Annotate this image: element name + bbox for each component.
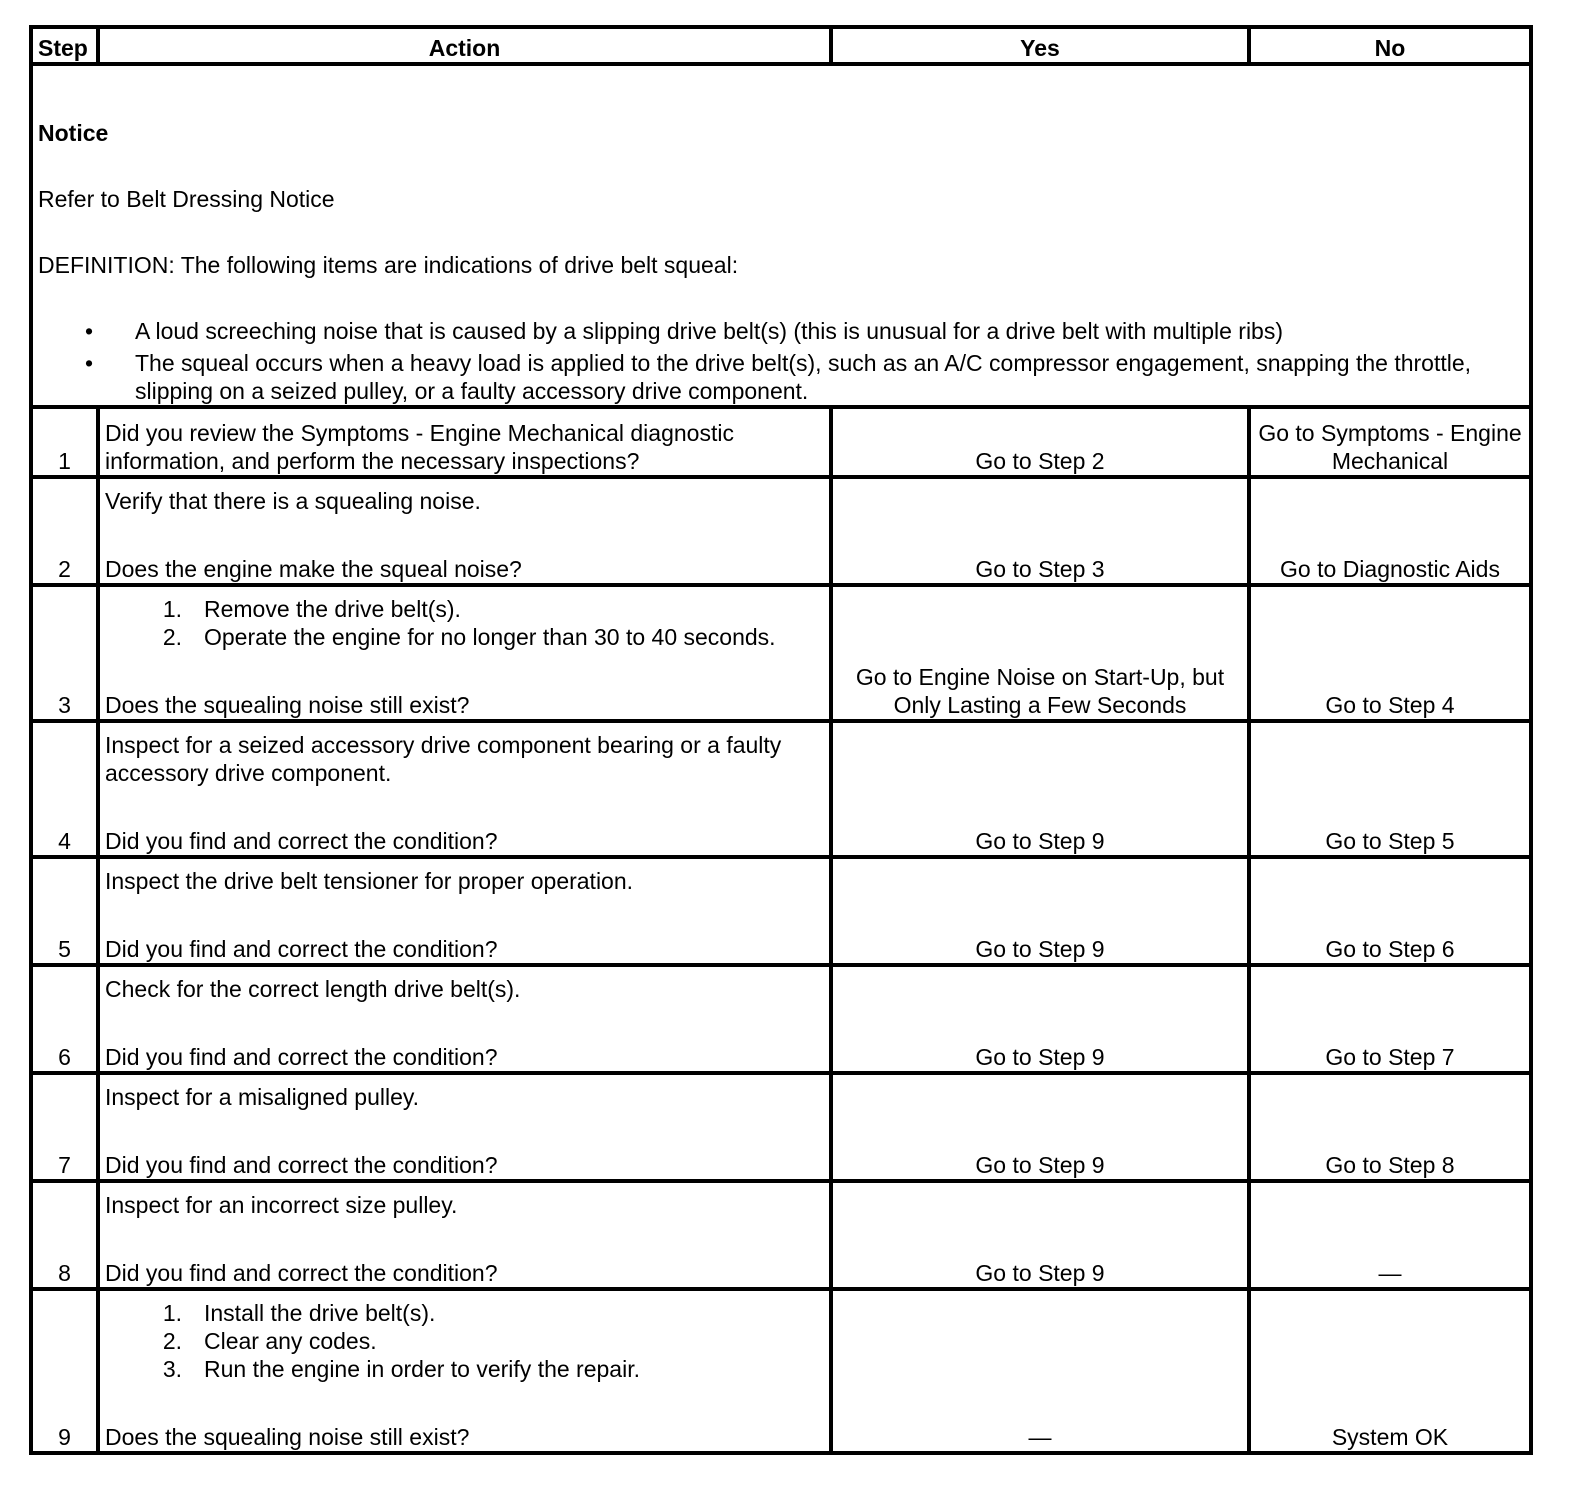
header-step: Step <box>31 27 98 64</box>
action-cell <box>98 477 831 585</box>
list-text: Run the engine in order to verify the repair. <box>204 1356 640 1382</box>
notice-bullet-list <box>38 317 1524 405</box>
header-row <box>31 27 1531 64</box>
action-question: Does the squealing noise still exist? <box>105 1424 470 1450</box>
action-cell <box>98 965 831 1073</box>
table-row <box>31 1289 1531 1453</box>
step-number: 6 <box>31 965 98 1073</box>
no-cell: Go to Step 8 <box>1249 1073 1531 1181</box>
table-row <box>31 477 1531 585</box>
list-item <box>105 1299 824 1327</box>
action-cell <box>98 407 831 477</box>
action-text: Verify that there is a squealing noise. <box>105 488 481 514</box>
list-number: 1. <box>162 596 182 622</box>
header-no: No <box>1249 27 1531 64</box>
no-cell: Go to Step 4 <box>1249 585 1531 721</box>
action-cell <box>98 585 831 721</box>
table-row <box>31 965 1531 1073</box>
no-cell: System OK <box>1249 1289 1531 1453</box>
action-cell <box>98 1073 831 1181</box>
list-number: 2. <box>162 624 182 650</box>
diagnostic-table <box>29 25 1533 1455</box>
action-question: Did you find and correct the condition? <box>105 1260 498 1286</box>
yes-cell: Go to Step 9 <box>831 1073 1249 1181</box>
notice-reference: Refer to Belt Dressing Notice <box>38 186 335 212</box>
list-text: Clear any codes. <box>204 1328 377 1354</box>
action-question: Did you find and correct the condition? <box>105 828 498 854</box>
list-text: Remove the drive belt(s). <box>204 596 461 622</box>
action-cell <box>98 721 831 857</box>
list-text: Operate the engine for no longer than 30 to 40 seconds. <box>204 624 776 650</box>
list-text: Install the drive belt(s). <box>204 1300 436 1326</box>
table-row <box>31 585 1531 721</box>
yes-cell: Go to Step 9 <box>831 721 1249 857</box>
no-cell: — <box>1249 1181 1531 1289</box>
table-row <box>31 1181 1531 1289</box>
notice-bullet: • The squeal occurs when a heavy load is applied to the drive belt(s), such as an A/C compressor engagement, snapping the throttle, slipping on a seized pulley, or a faulty accessory drive component. <box>135 349 1524 405</box>
diagnostic-table-wrapper <box>29 25 1533 1455</box>
notice-cell <box>31 64 1531 407</box>
list-item <box>105 1327 824 1355</box>
step-number: 4 <box>31 721 98 857</box>
yes-cell: Go to Engine Noise on Start-Up, but Only Lasting a Few Seconds <box>831 585 1249 721</box>
action-text: Inspect for a seized accessory drive component bearing or a faulty accessory drive component. <box>105 732 782 786</box>
list-number: 2. <box>162 1328 182 1354</box>
action-question: Did you find and correct the condition? <box>105 1152 498 1178</box>
no-cell: Go to Step 6 <box>1249 857 1531 965</box>
no-cell: Go to Step 7 <box>1249 965 1531 1073</box>
step-number: 9 <box>31 1289 98 1453</box>
notice-row <box>31 64 1531 407</box>
list-item <box>105 623 824 651</box>
action-step-list <box>105 1299 824 1383</box>
action-cell <box>98 857 831 965</box>
notice-title: Notice <box>38 120 109 146</box>
step-number: 1 <box>31 407 98 477</box>
step-number: 7 <box>31 1073 98 1181</box>
table-row <box>31 857 1531 965</box>
yes-cell: — <box>831 1289 1249 1453</box>
notice-definition: DEFINITION: The following items are indications of drive belt squeal: <box>38 252 739 278</box>
action-cell <box>98 1181 831 1289</box>
action-question: Did you find and correct the condition? <box>105 936 498 962</box>
notice-bullet: • A loud screeching noise that is caused by a slipping drive belt(s) (this is unusual for a drive belt with multiple ribs) <box>135 317 1524 345</box>
yes-cell: Go to Step 2 <box>831 407 1249 477</box>
list-item <box>105 1355 824 1383</box>
yes-cell: Go to Step 3 <box>831 477 1249 585</box>
list-number: 3. <box>162 1356 182 1382</box>
yes-cell: Go to Step 9 <box>831 857 1249 965</box>
action-cell <box>98 1289 831 1453</box>
action-text: Inspect for an incorrect size pulley. <box>105 1192 458 1218</box>
table-row <box>31 1073 1531 1181</box>
action-text: Inspect for a misaligned pulley. <box>105 1084 420 1110</box>
step-number: 5 <box>31 857 98 965</box>
header-action: Action <box>98 27 831 64</box>
action-question: Does the squealing noise still exist? <box>105 692 470 718</box>
no-cell: Go to Step 5 <box>1249 721 1531 857</box>
no-cell: Go to Symptoms - Engine Mechanical <box>1249 407 1531 477</box>
step-number: 2 <box>31 477 98 585</box>
action-text: Inspect the drive belt tensioner for proper operation. <box>105 868 634 894</box>
action-step-list <box>105 595 824 651</box>
table-row <box>31 721 1531 857</box>
list-item <box>105 595 824 623</box>
step-number: 8 <box>31 1181 98 1289</box>
action-text: Check for the correct length drive belt(s). <box>105 976 521 1002</box>
yes-cell: Go to Step 9 <box>831 1181 1249 1289</box>
list-number: 1. <box>162 1300 182 1326</box>
action-question: Does the engine make the squeal noise? <box>105 556 522 582</box>
action-text: Did you review the Symptoms - Engine Mechanical diagnostic information, and perform the necessary inspections? <box>105 420 734 474</box>
action-question: Did you find and correct the condition? <box>105 1044 498 1070</box>
no-cell: Go to Diagnostic Aids <box>1249 477 1531 585</box>
step-number: 3 <box>31 585 98 721</box>
header-yes: Yes <box>831 27 1249 64</box>
yes-cell: Go to Step 9 <box>831 965 1249 1073</box>
table-row <box>31 407 1531 477</box>
